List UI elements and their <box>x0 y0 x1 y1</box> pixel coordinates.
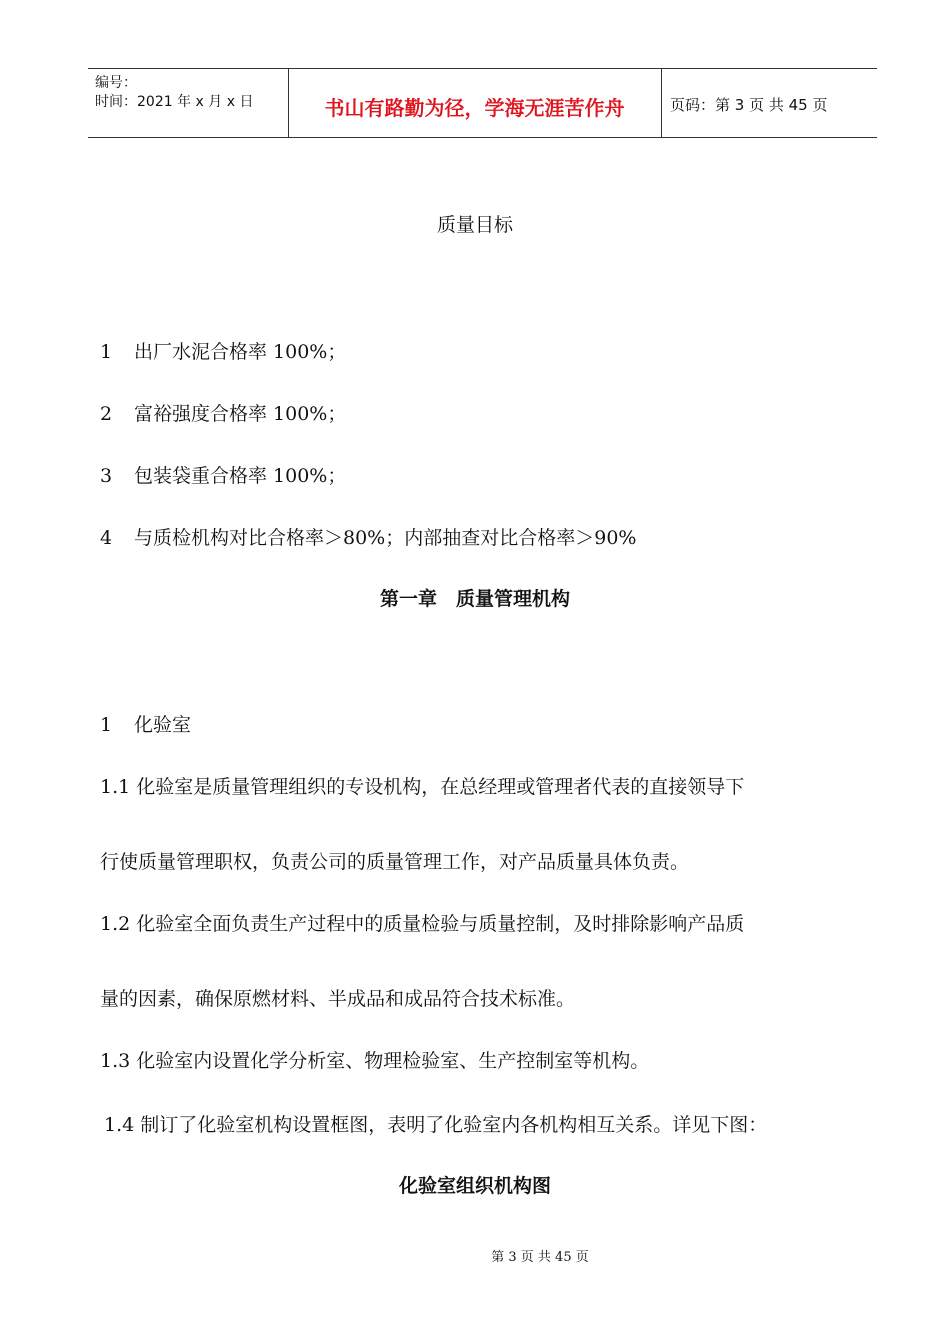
page-number-label: 页码：第 3 页 共 45 页 <box>670 96 828 114</box>
goal-number: 3 <box>100 465 113 487</box>
goal-text: 富裕强度合格率 100%； <box>134 403 347 425</box>
header-page-cell <box>661 69 877 137</box>
goal-item <box>100 523 636 550</box>
paragraph-line: 行使质量管理职权，负责公司的质量管理工作，对产品质量具体负责。 <box>100 851 690 873</box>
section-number: 1 <box>100 714 113 736</box>
header-motto-cell <box>288 69 662 137</box>
goal-text: 与质检机构对比合格率＞80%；内部抽查对比合格率＞90% <box>134 527 637 549</box>
page-header <box>88 68 877 138</box>
goal-item <box>100 399 346 426</box>
goal-number: 4 <box>100 527 113 549</box>
goal-text: 出厂水泥合格率 100%； <box>134 341 347 363</box>
time-label: 时间：2021 年 x 月 x 日 <box>95 94 254 110</box>
goal-item <box>100 337 346 364</box>
page-footer: 第 3 页 共 45 页 <box>491 1250 589 1265</box>
motto-text: 书山有路勤为径，学海无涯苦作舟 <box>324 96 625 120</box>
goal-item <box>100 461 346 488</box>
document-title: 质量目标 <box>436 214 513 236</box>
chapter-title: 第一章 质量管理机构 <box>379 588 570 610</box>
figure-title: 化验室组织机构图 <box>398 1175 551 1197</box>
goal-number: 1 <box>100 341 113 363</box>
section-heading <box>100 710 191 737</box>
header-meta-cell <box>88 69 289 137</box>
paragraph-line: 量的因素，确保原燃材料、半成品和成品符合技术标准。 <box>100 988 576 1010</box>
code-label: 编号： <box>95 75 137 91</box>
paragraph-line: 1.4 制订了化验室机构设置框图，表明了化验室内各机构相互关系。详见下图： <box>104 1114 768 1136</box>
section-text: 化验室 <box>134 714 192 736</box>
goal-number: 2 <box>100 403 113 425</box>
goal-text: 包装袋重合格率 100%； <box>134 465 347 487</box>
paragraph-line: 1.2 化验室全面负责生产过程中的质量检验与质量控制，及时排除影响产品质 <box>100 913 745 935</box>
paragraph-line: 1.3 化验室内设置化学分析室、物理检验室、生产控制室等机构。 <box>100 1050 650 1072</box>
paragraph-line: 1.1 化验室是质量管理组织的专设机构，在总经理或管理者代表的直接领导下 <box>100 776 745 798</box>
